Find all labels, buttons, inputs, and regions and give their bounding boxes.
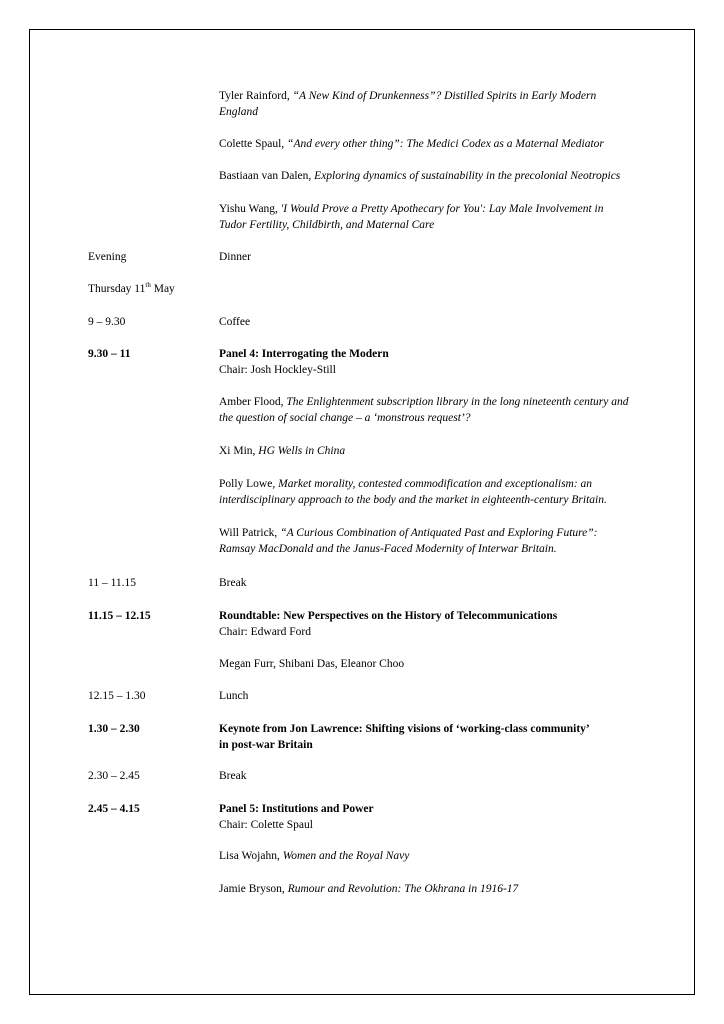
programme-page: [29, 29, 695, 995]
session-label: Coffee: [219, 316, 251, 328]
paper-text: [219, 394, 633, 426]
paper-text: [219, 136, 633, 152]
session-time: 9 – 9.30: [88, 316, 126, 328]
session-time: 12.15 – 1.30: [88, 690, 146, 702]
session-label: Lunch: [219, 690, 249, 702]
panel-header: [219, 801, 633, 833]
session-time: 2.45 – 4.15: [88, 803, 140, 815]
paper-title: Market morality, contested commodification and exceptionalism: an interdisciplinary approach to the body and the market in eighteenth-century Britain.: [219, 478, 607, 506]
panel-header: [219, 608, 633, 640]
paper-author: Colette Spaul,: [219, 138, 285, 150]
keynote-title: Keynote from Jon Lawrence: Shifting visions of ‘working-class community’ in post-war Britain: [219, 723, 589, 751]
session-time: 11 – 11.15: [88, 577, 137, 589]
paper-author: Bastiaan van Dalen,: [219, 170, 312, 182]
paper-title: Rumour and Revolution: The Okhrana in 1916-17: [287, 883, 519, 895]
paper-title: HG Wells in China: [258, 445, 346, 457]
panel-header: [219, 346, 633, 378]
session-time: Evening: [88, 251, 127, 263]
paper-author: Yishu Wang,: [219, 203, 278, 215]
paper-title: “A Curious Combination of Antiquated Past and Exploring Future”: Ramsay MacDonald and the Janus-Faced Modernity of Interwar Britain.: [219, 527, 598, 555]
panel-chair: Chair: Josh Hockley-Still: [219, 364, 336, 376]
paper-title: “And every other thing”: The Medici Codex as a Maternal Mediator: [287, 138, 604, 150]
day-label: Thursday 11th May: [88, 281, 175, 295]
paper-text: [219, 476, 633, 508]
paper-title: 'I Would Prove a Pretty Apothecary for You': Lay Male Involvement in Tudor Fertility, Childbirth, and Maternal Care: [219, 203, 604, 231]
paper-text: [219, 848, 633, 864]
paper-text: [219, 168, 633, 184]
paper-author: Lisa Wojahn,: [219, 850, 280, 862]
session-time: 2.30 – 2.45: [88, 770, 140, 782]
session-label: Break: [219, 770, 247, 782]
paper-author: Jamie Bryson,: [219, 883, 285, 895]
paper-author: Will Patrick,: [219, 527, 278, 539]
panel-title: Panel 4: Interrogating the Modern: [219, 348, 389, 360]
session-label: Break: [219, 577, 247, 589]
paper-title: “A New Kind of Drunkenness”? Distilled Spirits in Early Modern England: [219, 90, 597, 118]
session-time: 11.15 – 12.15: [88, 610, 151, 622]
paper-author: Xi Min,: [219, 445, 256, 457]
paper-title: Exploring dynamics of sustainability in the precolonial Neotropics: [314, 170, 621, 182]
paper-text: [219, 881, 633, 897]
paper-text: [219, 525, 633, 557]
panel-chair: Chair: Colette Spaul: [219, 819, 313, 831]
paper-text: [219, 443, 633, 459]
paper-text: [219, 88, 633, 120]
panel-chair: Chair: Edward Ford: [219, 626, 311, 638]
paper-author: Polly Lowe,: [219, 478, 276, 490]
paper-author: Tyler Rainford,: [219, 90, 290, 102]
session-time: 9.30 – 11: [88, 348, 131, 360]
speaker-list: Megan Furr, Shibani Das, Eleanor Choo: [219, 658, 405, 670]
paper-author: Amber Flood,: [219, 396, 284, 408]
paper-title: The Enlightenment subscription library in the long nineteenth century and the question of social change – a ‘monstrous request’?: [219, 396, 629, 424]
paper-text: [219, 201, 633, 233]
panel-title: Panel 5: Institutions and Power: [219, 803, 374, 815]
session-label: Dinner: [219, 251, 251, 263]
panel-title: Roundtable: New Perspectives on the History of Telecommunications: [219, 610, 558, 622]
paper-title: Women and the Royal Navy: [282, 850, 410, 862]
session-time: 1.30 – 2.30: [88, 723, 140, 735]
